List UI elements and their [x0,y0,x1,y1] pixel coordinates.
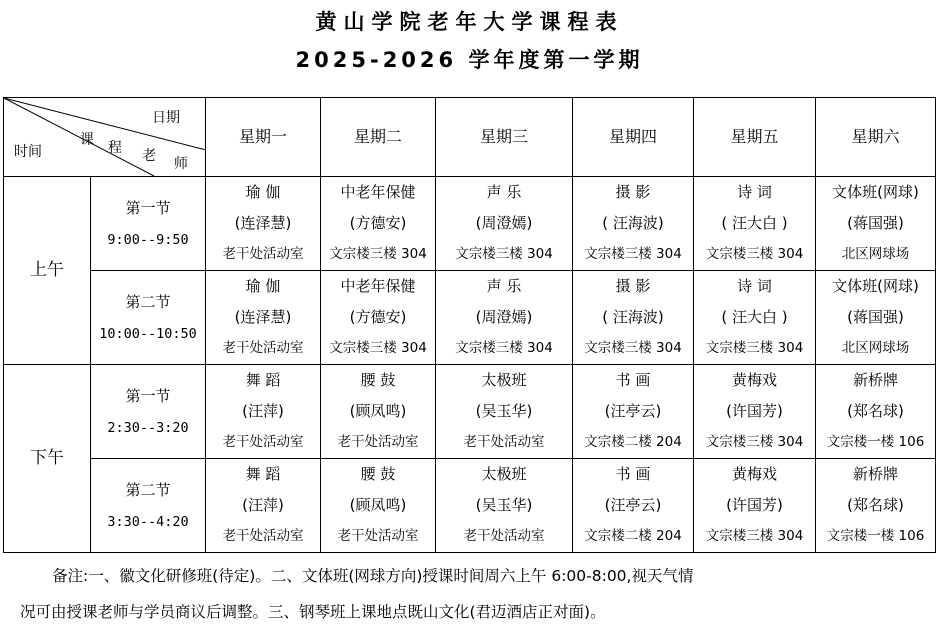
teacher-name: (吴玉华) [475,496,533,514]
half-day-morning: 上午 [4,177,91,365]
teacher-name: (许国芳) [726,402,783,420]
course-cell [321,271,436,365]
period-time: 2:30--3:20 [107,419,189,436]
day-header-tue: 星期二 [321,98,436,177]
course-name: 瑜 伽 [245,183,281,201]
period-time: 9:00--9:50 [107,231,189,248]
teacher-name: (周澄嫣) [475,214,533,232]
teacher-name: (蒋国强) [847,214,904,232]
schedule-row [4,271,936,365]
course-name: 黄梅戏 [731,465,777,483]
period-name: 第二节 [125,480,171,499]
course-location: 老干处活动室 [222,434,304,450]
corner-date-label: 日期 [152,110,180,126]
course-location: 老干处活动室 [337,434,419,450]
course-name: 声 乐 [486,183,522,201]
course-name: 太极班 [481,465,527,483]
course-name: 中老年保健 [340,183,416,201]
course-cell [816,365,936,459]
teacher-name: (蒋国强) [847,308,904,326]
course-cell [321,459,436,553]
course-location: 老干处活动室 [337,528,419,544]
corner-time-label: 时间 [14,144,42,160]
teacher-name: (方德安) [349,308,407,326]
teacher-name: (汪亭云) [604,402,662,420]
course-name: 书 画 [615,371,651,389]
course-location: 文宗楼一楼 106 [826,434,925,450]
course-cell [816,177,936,271]
teacher-name: (连泽慧) [234,308,292,326]
course-location: 老干处活动室 [463,434,545,450]
teacher-name: (汪萍) [242,402,284,420]
page-subtitle: 2025-2026 学年度第一学期 [295,48,644,72]
teacher-name: ( 汪大白 ) [721,214,788,232]
day-header-thu: 星期四 [573,98,694,177]
teacher-name: (郑名球) [847,496,904,514]
course-cell [436,271,573,365]
schedule-row [4,177,936,271]
course-cell [206,365,321,459]
period-cell [91,271,206,365]
course-cell [206,177,321,271]
course-location: 文宗楼三楼 304 [329,246,427,262]
course-cell [436,459,573,553]
course-location: 文宗楼三楼 304 [455,340,553,356]
course-cell [573,271,694,365]
course-cell [321,177,436,271]
schedule-row [4,459,936,553]
course-name: 腰 鼓 [360,371,396,389]
course-cell [694,459,816,553]
teacher-name: ( 汪海波) [602,308,664,326]
course-cell [816,459,936,553]
period-cell [91,177,206,271]
teacher-name: (郑名球) [847,402,904,420]
course-location: 文宗楼三楼 304 [705,434,804,450]
course-cell [573,459,694,553]
course-location: 老干处活动室 [222,528,304,544]
schedule-table [3,97,936,553]
course-location: 文宗楼三楼 304 [584,340,682,356]
day-header-mon: 星期一 [206,98,321,177]
course-name: 文体班(网球) [832,277,919,295]
course-location: 文宗楼三楼 304 [584,246,682,262]
teacher-name: (汪亭云) [604,496,662,514]
corner-course-char-1: 课 [80,132,94,148]
day-header-wed: 星期三 [436,98,573,177]
corner-header-cell [4,98,206,177]
course-cell [573,365,694,459]
course-name: 诗 词 [737,277,772,295]
day-header-sat: 星期六 [816,98,936,177]
course-location: 北区网球场 [841,246,910,262]
course-location: 老干处活动室 [222,340,304,356]
teacher-name: (连泽慧) [234,214,292,232]
teacher-name: (顾凤鸣) [349,402,407,420]
period-time: 3:30--4:20 [107,513,189,530]
course-location: 文宗楼二楼 204 [584,528,682,544]
course-cell [694,365,816,459]
corner-course-char-2: 程 [108,140,122,156]
course-cell [436,365,573,459]
course-name: 诗 词 [737,183,772,201]
course-name: 新桥牌 [852,465,898,483]
course-name: 舞 蹈 [245,465,281,483]
course-name: 新桥牌 [852,371,898,389]
teacher-name: ( 汪大白 ) [721,308,788,326]
course-name: 舞 蹈 [245,371,281,389]
course-cell [206,271,321,365]
course-name: 瑜 伽 [245,277,281,295]
course-name: 太极班 [481,371,527,389]
course-location: 文宗楼二楼 204 [584,434,682,450]
corner-teacher-char-2: 师 [174,156,188,172]
course-cell [436,177,573,271]
schedule-row [4,365,936,459]
course-location: 文宗楼一楼 106 [826,528,925,544]
corner-teacher-char-1: 老 [142,148,156,164]
course-name: 声 乐 [486,277,522,295]
period-cell [91,365,206,459]
course-cell [321,365,436,459]
course-location: 文宗楼三楼 304 [705,246,804,262]
teacher-name: (周澄嫣) [475,308,533,326]
teacher-name: (顾凤鸣) [349,496,407,514]
half-day-afternoon: 下午 [4,365,91,553]
period-name: 第一节 [125,386,171,405]
course-name: 中老年保健 [340,277,416,295]
course-location: 文宗楼三楼 304 [329,340,427,356]
teacher-name: ( 汪海波) [602,214,664,232]
course-name: 文体班(网球) [832,183,919,201]
course-name: 腰 鼓 [360,465,396,483]
course-cell [694,271,816,365]
course-cell [694,177,816,271]
teacher-name: (吴玉华) [475,402,533,420]
course-location: 老干处活动室 [222,246,304,262]
teacher-name: (许国芳) [726,496,783,514]
teacher-name: (汪萍) [242,496,284,514]
day-header-fri: 星期五 [694,98,816,177]
period-name: 第二节 [125,292,171,311]
course-cell [573,177,694,271]
course-name: 书 画 [615,465,651,483]
header-row [4,98,936,177]
note-line-2: 况可由授课老师与学员商议后调整。三、钢琴班上课地点既山文化(君迈酒店正对面)。 [20,603,606,621]
course-cell [816,271,936,365]
course-name: 黄梅戏 [731,371,777,389]
course-location: 北区网球场 [841,340,910,356]
course-location: 文宗楼三楼 304 [705,340,804,356]
course-cell [206,459,321,553]
period-name: 第一节 [125,198,171,217]
page-title: 黄山学院老年大学课程表 [315,10,624,34]
course-name: 摄 影 [615,277,651,295]
course-location: 文宗楼三楼 304 [705,528,804,544]
note-line-1: 备注:一、徽文化研修班(待定)。二、文体班(网球方向)授课时间周六上午 6:00-8:00,视天气情 [52,567,694,585]
course-name: 摄 影 [615,183,651,201]
course-location: 老干处活动室 [463,528,545,544]
course-location: 文宗楼三楼 304 [455,246,553,262]
teacher-name: (方德安) [349,214,407,232]
period-cell [91,459,206,553]
period-time: 10:00--10:50 [99,325,197,342]
